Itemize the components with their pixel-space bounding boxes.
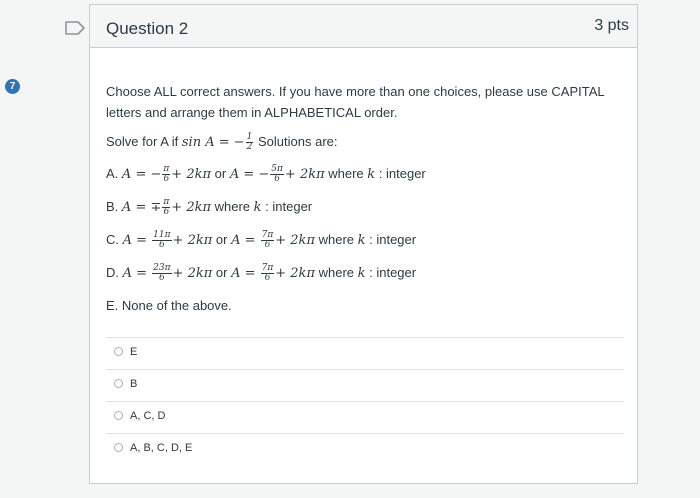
fraction-numerator: 1 [246,132,253,143]
fraction-numerator: 5π [271,164,283,175]
answer-option[interactable] [106,369,624,401]
option-label: A. [106,166,119,181]
fraction-denominator: 6 [158,240,165,251]
option-math: + 2kπ [275,266,315,281]
fraction-numerator: 11π [153,230,171,241]
option-b [106,196,606,218]
option-end: : integer [261,199,313,214]
option-fraction [162,165,170,184]
answer-label[interactable]: E [130,346,138,358]
fraction-denominator: 6 [158,273,165,284]
option-math: + 2kπ [172,233,213,248]
fraction-denominator: 6 [163,207,170,218]
question-body [106,81,606,327]
option-e-text: E. None of the above. [106,298,232,313]
option-end: : integer [365,265,417,280]
option-math: + 2kπ [172,266,213,281]
option-c [106,229,606,251]
option-d [106,262,606,284]
option-k: k [367,167,376,182]
prompt-pre: Solve for A if [106,134,182,149]
option-math: + 2kπ [284,167,325,182]
fraction-numerator: π [163,197,170,208]
question-header [90,5,637,48]
option-label: C. [106,232,119,247]
question-card [89,4,638,484]
option-tail: where [314,232,358,247]
option-or: or [211,166,230,181]
option-math: A = [122,266,152,281]
option-or: or [212,265,232,280]
answer-list [106,337,624,465]
option-or: or [212,232,232,247]
prompt-text [106,131,606,153]
option-k: k [357,233,366,248]
option-k: k [253,200,262,215]
option-fraction [162,198,170,217]
option-k: k [357,266,366,281]
option-fraction [270,165,284,184]
fraction-denominator: 6 [264,240,271,251]
option-math: + 2kπ [275,233,315,248]
question-number-badge: 7 [5,79,20,94]
option-a [106,163,606,185]
option-math: A = − [121,167,162,182]
fraction-numerator: 7π [261,230,274,241]
fraction-numerator: 7π [261,263,274,274]
option-fraction [261,231,275,250]
answer-option[interactable] [106,433,624,465]
option-e [106,295,606,316]
option-label: B. [106,199,119,214]
question-title: Question 2 [106,19,189,38]
answer-label[interactable]: A, B, C, D, E [130,442,193,454]
prompt-post: Solutions are: [254,134,338,149]
answer-label[interactable]: A, C, D [130,410,166,422]
option-end: : integer [375,166,426,181]
option-fraction [152,264,171,283]
option-math: A = [122,233,152,248]
radio-button[interactable] [114,443,123,452]
option-label: D. [106,265,119,280]
prompt-fraction [246,133,254,152]
question-points: 3 pts [594,17,629,34]
radio-button[interactable] [114,411,123,420]
option-math: + 2kπ [171,167,212,182]
option-math: A = ∓ [121,200,162,215]
fraction-denominator: 6 [264,273,271,284]
prompt-math: sin A = − [181,135,245,150]
option-math: A = − [229,167,270,182]
radio-button[interactable] [114,379,123,388]
fraction-denominator: 6 [163,174,170,185]
answer-label[interactable]: B [130,378,138,390]
fraction-denominator: 2 [246,142,253,153]
answer-option[interactable] [106,337,624,369]
option-math: A = [231,233,260,248]
instructions-text: Choose ALL correct answers. If you have more than one choices, please use CAPITAL letters and arrange them in ALPHABETICAL order. [106,84,605,120]
option-math: + 2kπ [171,200,212,215]
fraction-denominator: 6 [274,174,280,185]
option-tail: where [314,265,358,280]
fraction-numerator: 23π [153,263,171,274]
option-tail: where [324,166,368,181]
option-tail: where [211,199,254,214]
fraction-numerator: π [163,164,170,175]
option-fraction [152,231,171,250]
radio-button[interactable] [114,347,123,356]
option-fraction [261,264,275,283]
option-math: A = [231,266,260,281]
option-end: : integer [365,232,417,247]
flag-question-icon[interactable] [64,20,86,36]
answer-option[interactable] [106,401,624,433]
